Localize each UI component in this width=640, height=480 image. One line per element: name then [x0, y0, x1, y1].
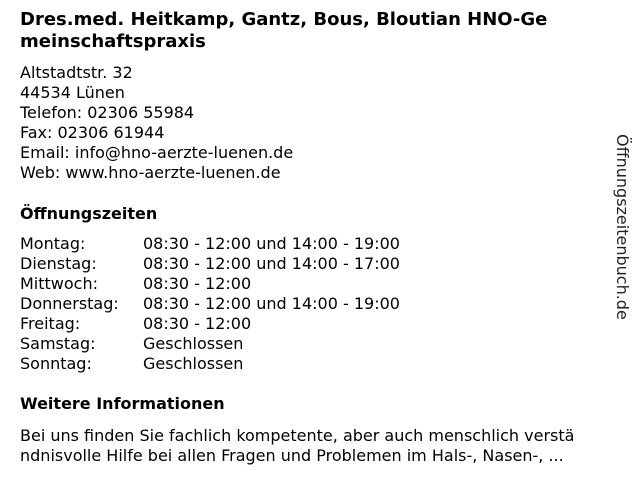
hours-time: 08:30 - 12:00 und 14:00 - 19:00 — [143, 294, 400, 313]
contact-block — [20, 63, 293, 183]
phone: Telefon: 02306 55984 — [20, 103, 195, 122]
practice-title-line-1: Dres.med. Heitkamp, Gantz, Bous, Bloutian HNO-Ge — [20, 9, 548, 30]
hours-time: 08:30 - 12:00 — [143, 274, 252, 293]
more-info-text — [20, 426, 620, 466]
hours-time: Geschlossen — [143, 334, 244, 353]
email: Email: info@hno-aerzte-luenen.de — [20, 143, 294, 162]
more-info-line-2: ndnisvolle Hilfe bei allen Fragen und Problemen im Hals-, Nasen-, ... — [20, 446, 564, 465]
hours-time: 08:30 - 12:00 und 14:00 - 17:00 — [143, 254, 400, 273]
practice-title-line-2: meinschaftspraxis — [20, 31, 206, 52]
hours-day: Dienstag: — [20, 254, 97, 273]
hours-day: Freitag: — [20, 314, 81, 333]
hours-day: Donnerstag: — [20, 294, 119, 313]
hours-time: 08:30 - 12:00 — [143, 314, 252, 333]
hours-day: Mittwoch: — [20, 274, 98, 293]
opening-hours-heading: Öffnungszeiten — [20, 204, 158, 223]
more-info-heading: Weitere Informationen — [20, 394, 225, 413]
hours-day: Samstag: — [20, 334, 96, 353]
hours-day: Sonntag: — [20, 354, 92, 373]
hours-time: Geschlossen — [143, 354, 244, 373]
website: Web: www.hno-aerzte-luenen.de — [20, 163, 281, 182]
street: Altstadtstr. 32 — [20, 63, 133, 82]
hours-time: 08:30 - 12:00 und 14:00 - 19:00 — [143, 234, 400, 253]
more-info-line-1: Bei uns finden Sie fachlich kompetente, aber auch menschlich verstä — [20, 426, 575, 445]
practice-title — [20, 9, 620, 53]
city: 44534 Lünen — [20, 83, 125, 102]
site-watermark-label: Öffnungszeitenbuch.de — [613, 134, 632, 320]
fax: Fax: 02306 61944 — [20, 123, 165, 142]
hours-day: Montag: — [20, 234, 86, 253]
